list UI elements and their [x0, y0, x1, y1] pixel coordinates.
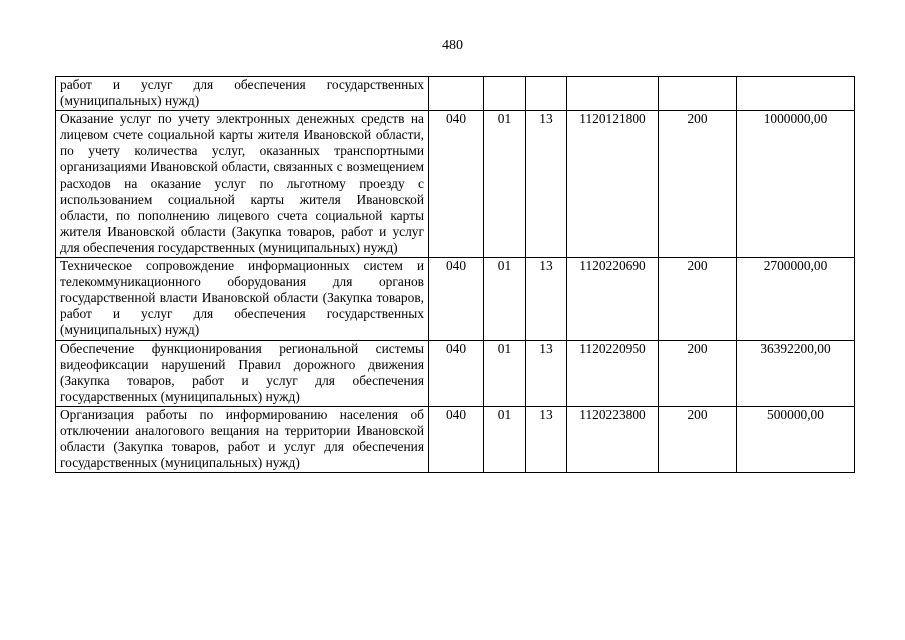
- expense-type-code: 200: [659, 406, 737, 472]
- subsection-code: 13: [526, 406, 567, 472]
- expense-description: Техническое сопровождение информационных систем и телекоммуникационного оборудования для органов государственной власти Ивановской области (Закупка товаров, работ и услуг для обеспечения государственных (муниципальных) нужд): [56, 258, 429, 340]
- table-row: [56, 258, 855, 340]
- ministry-code: 040: [429, 340, 484, 406]
- table-row: [56, 111, 855, 258]
- section-code: 01: [484, 406, 526, 472]
- expense-description: Оказание услуг по учету электронных денежных средств на лицевом счете социальной карты жителя Ивановской области, по учету количества услуг, оказанных транспортными организациями Ивановской области, связанных с возмещением расходов на оказание услуг по льготному проезду с использованием социальной карты жителя Ивановской области, по пополнению лицевого счета социальной карты жителя Ивановской области (Закупка товаров, работ и услуг для обеспечения государственных (муниципальных) нужд): [56, 111, 429, 258]
- budget-table: [55, 76, 855, 473]
- table-row: [56, 340, 855, 406]
- subsection-code: 13: [526, 111, 567, 258]
- ministry-code: 040: [429, 406, 484, 472]
- expense-type-code: 200: [659, 258, 737, 340]
- section-code: 01: [484, 111, 526, 258]
- amount: 500000,00: [737, 406, 855, 472]
- amount: 36392200,00: [737, 340, 855, 406]
- amount: [737, 77, 855, 111]
- target-article-code: 1120121800: [567, 111, 659, 258]
- ministry-code: [429, 77, 484, 111]
- subsection-code: 13: [526, 258, 567, 340]
- subsection-code: [526, 77, 567, 111]
- target-article-code: [567, 77, 659, 111]
- page-number: 480: [442, 38, 463, 53]
- expense-type-code: 200: [659, 111, 737, 258]
- ministry-code: 040: [429, 258, 484, 340]
- amount: 2700000,00: [737, 258, 855, 340]
- section-code: 01: [484, 340, 526, 406]
- section-code: 01: [484, 258, 526, 340]
- subsection-code: 13: [526, 340, 567, 406]
- expense-type-code: [659, 77, 737, 111]
- table-row: [56, 77, 855, 111]
- table-row: [56, 406, 855, 472]
- target-article-code: 1120223800: [567, 406, 659, 472]
- expense-description: Обеспечение функционирования региональной системы видеофиксации нарушений Правил дорожного движения (Закупка товаров, работ и услуг для обеспечения государственных (муниципальных) нужд): [56, 340, 429, 406]
- section-code: [484, 77, 526, 111]
- ministry-code: 040: [429, 111, 484, 258]
- target-article-code: 1120220690: [567, 258, 659, 340]
- amount: 1000000,00: [737, 111, 855, 258]
- expense-description: Организация работы по информированию населения об отключении аналогового вещания на территории Ивановской области (Закупка товаров, работ и услуг для обеспечения государственных (муниципальных) нужд): [56, 406, 429, 472]
- target-article-code: 1120220950: [567, 340, 659, 406]
- expense-description: работ и услуг для обеспечения государственных (муниципальных) нужд): [56, 77, 429, 111]
- expense-type-code: 200: [659, 340, 737, 406]
